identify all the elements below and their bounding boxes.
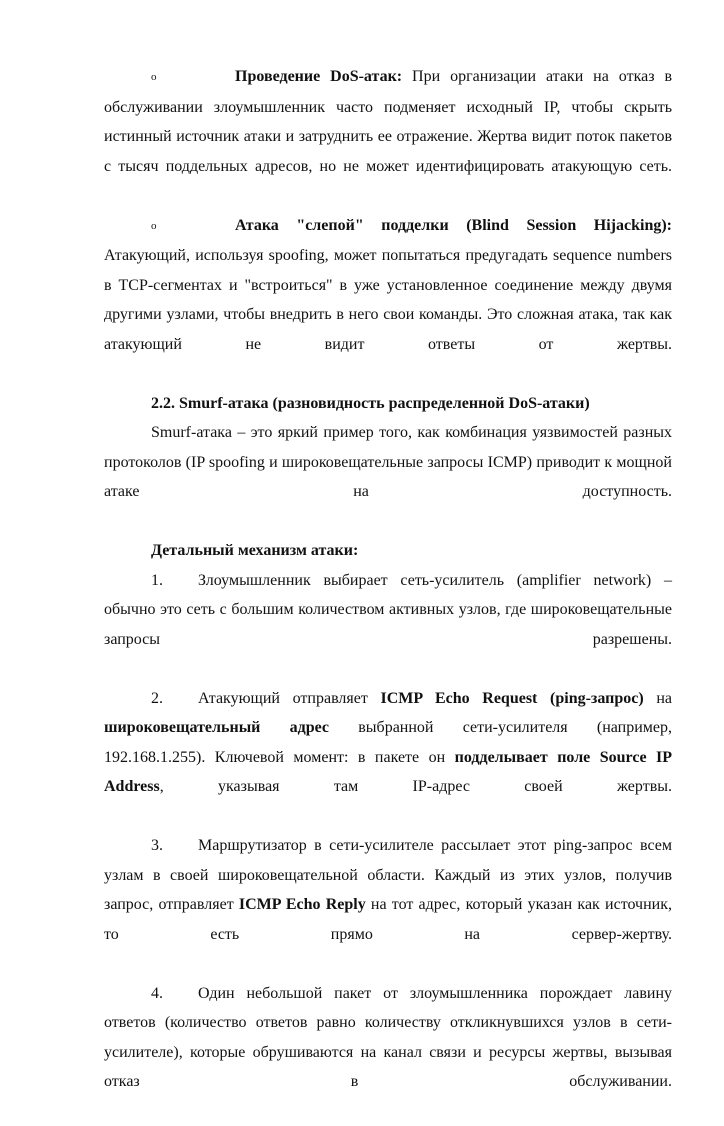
bullet-text: При организации атаки на отказ в обслуживании злоумышленник часто подменяет исходный IP, чтобы скрыть истинный источник атаки и затруднить ее отражение. Жертва видит поток пакетов с тысяч поддельных адресов, но не может идентифицировать атакующую сеть. (104, 68, 672, 175)
step-number: 3. (151, 831, 198, 861)
step-text: Злоумышленник выбирает сеть-усилитель (amplifier network) – обычно это сеть с большим количеством активных узлов, где широковещательные запросы разрешены. (104, 572, 672, 648)
step-text: на (644, 690, 672, 707)
section-intro: Smurf-атака – это яркий пример того, как комбинация уязвимостей разных протоколов (IP spoofing и широковещательные запросы ICMP) приводит к мощной атаке на доступность. (104, 418, 672, 536)
step-text: выбранной сети-усилителя (например, 192.168.1.255). Ключевой момент: в пакете он (104, 719, 672, 766)
step-number: 2. (151, 684, 198, 714)
step-3 (104, 831, 672, 979)
mechanism-subheading: Детальный механизм атаки: (104, 536, 672, 566)
step-bold: ICMP Echo Reply (239, 896, 366, 913)
step-number: 1. (151, 566, 198, 596)
step-number: 4. (151, 979, 198, 1009)
bullet-dos-attacks (104, 62, 672, 211)
step-text: Один небольшой пакет от злоумышленника порождает лавину ответов (количество ответов равно количеству откликнувшихся узлов в сети-усилителе), которые обрушиваются на канал связи и ресурсы жертвы, вызывая отказ в обслуживании. (104, 985, 672, 1091)
step-1 (104, 566, 672, 684)
step-text: Маршрутизатор в сети-усилителе рассылает этот ping-запрос всем узлам в своей широковещательной области. Каждый из этих узлов, получив запрос, отправляет (104, 837, 672, 913)
step-4 (104, 979, 672, 1126)
bullet-text: Атакующий, используя spoofing, может попытаться предугадать sequence numbers в TCP-сегментах и "встроиться" в уже установленное соединение между двумя другими узлами, чтобы внедрить в него свои команды. Это сложная атака, так как атакующий не видит ответы от жертвы. (104, 247, 672, 353)
step-bold: ICMP Echo Request (ping-запрос) (381, 690, 644, 707)
step-text: на тот адрес, который указан как источник, то есть прямо на сервер-жертву. (104, 896, 672, 943)
section-heading: 2.2. Smurf-атака (разновидность распределенной DoS-атаки) (104, 389, 672, 419)
bullet-blind-hijacking (104, 211, 672, 389)
step-text: , указывая там IP-адрес своей жертвы. (160, 778, 672, 795)
step-bold: широковещательный адрес (104, 719, 329, 736)
step-bold: подделывает поле Source IP Address (104, 749, 672, 796)
step-text: Атакующий отправляет (198, 690, 381, 707)
bullet-title: Проведение DoS-атак: (235, 68, 402, 85)
bullet-marker: o (151, 212, 235, 242)
bullet-marker: o (151, 63, 235, 93)
bullet-title: Атака "слепой" подделки (Blind Session Hijacking): (235, 217, 672, 234)
step-2 (104, 684, 672, 832)
